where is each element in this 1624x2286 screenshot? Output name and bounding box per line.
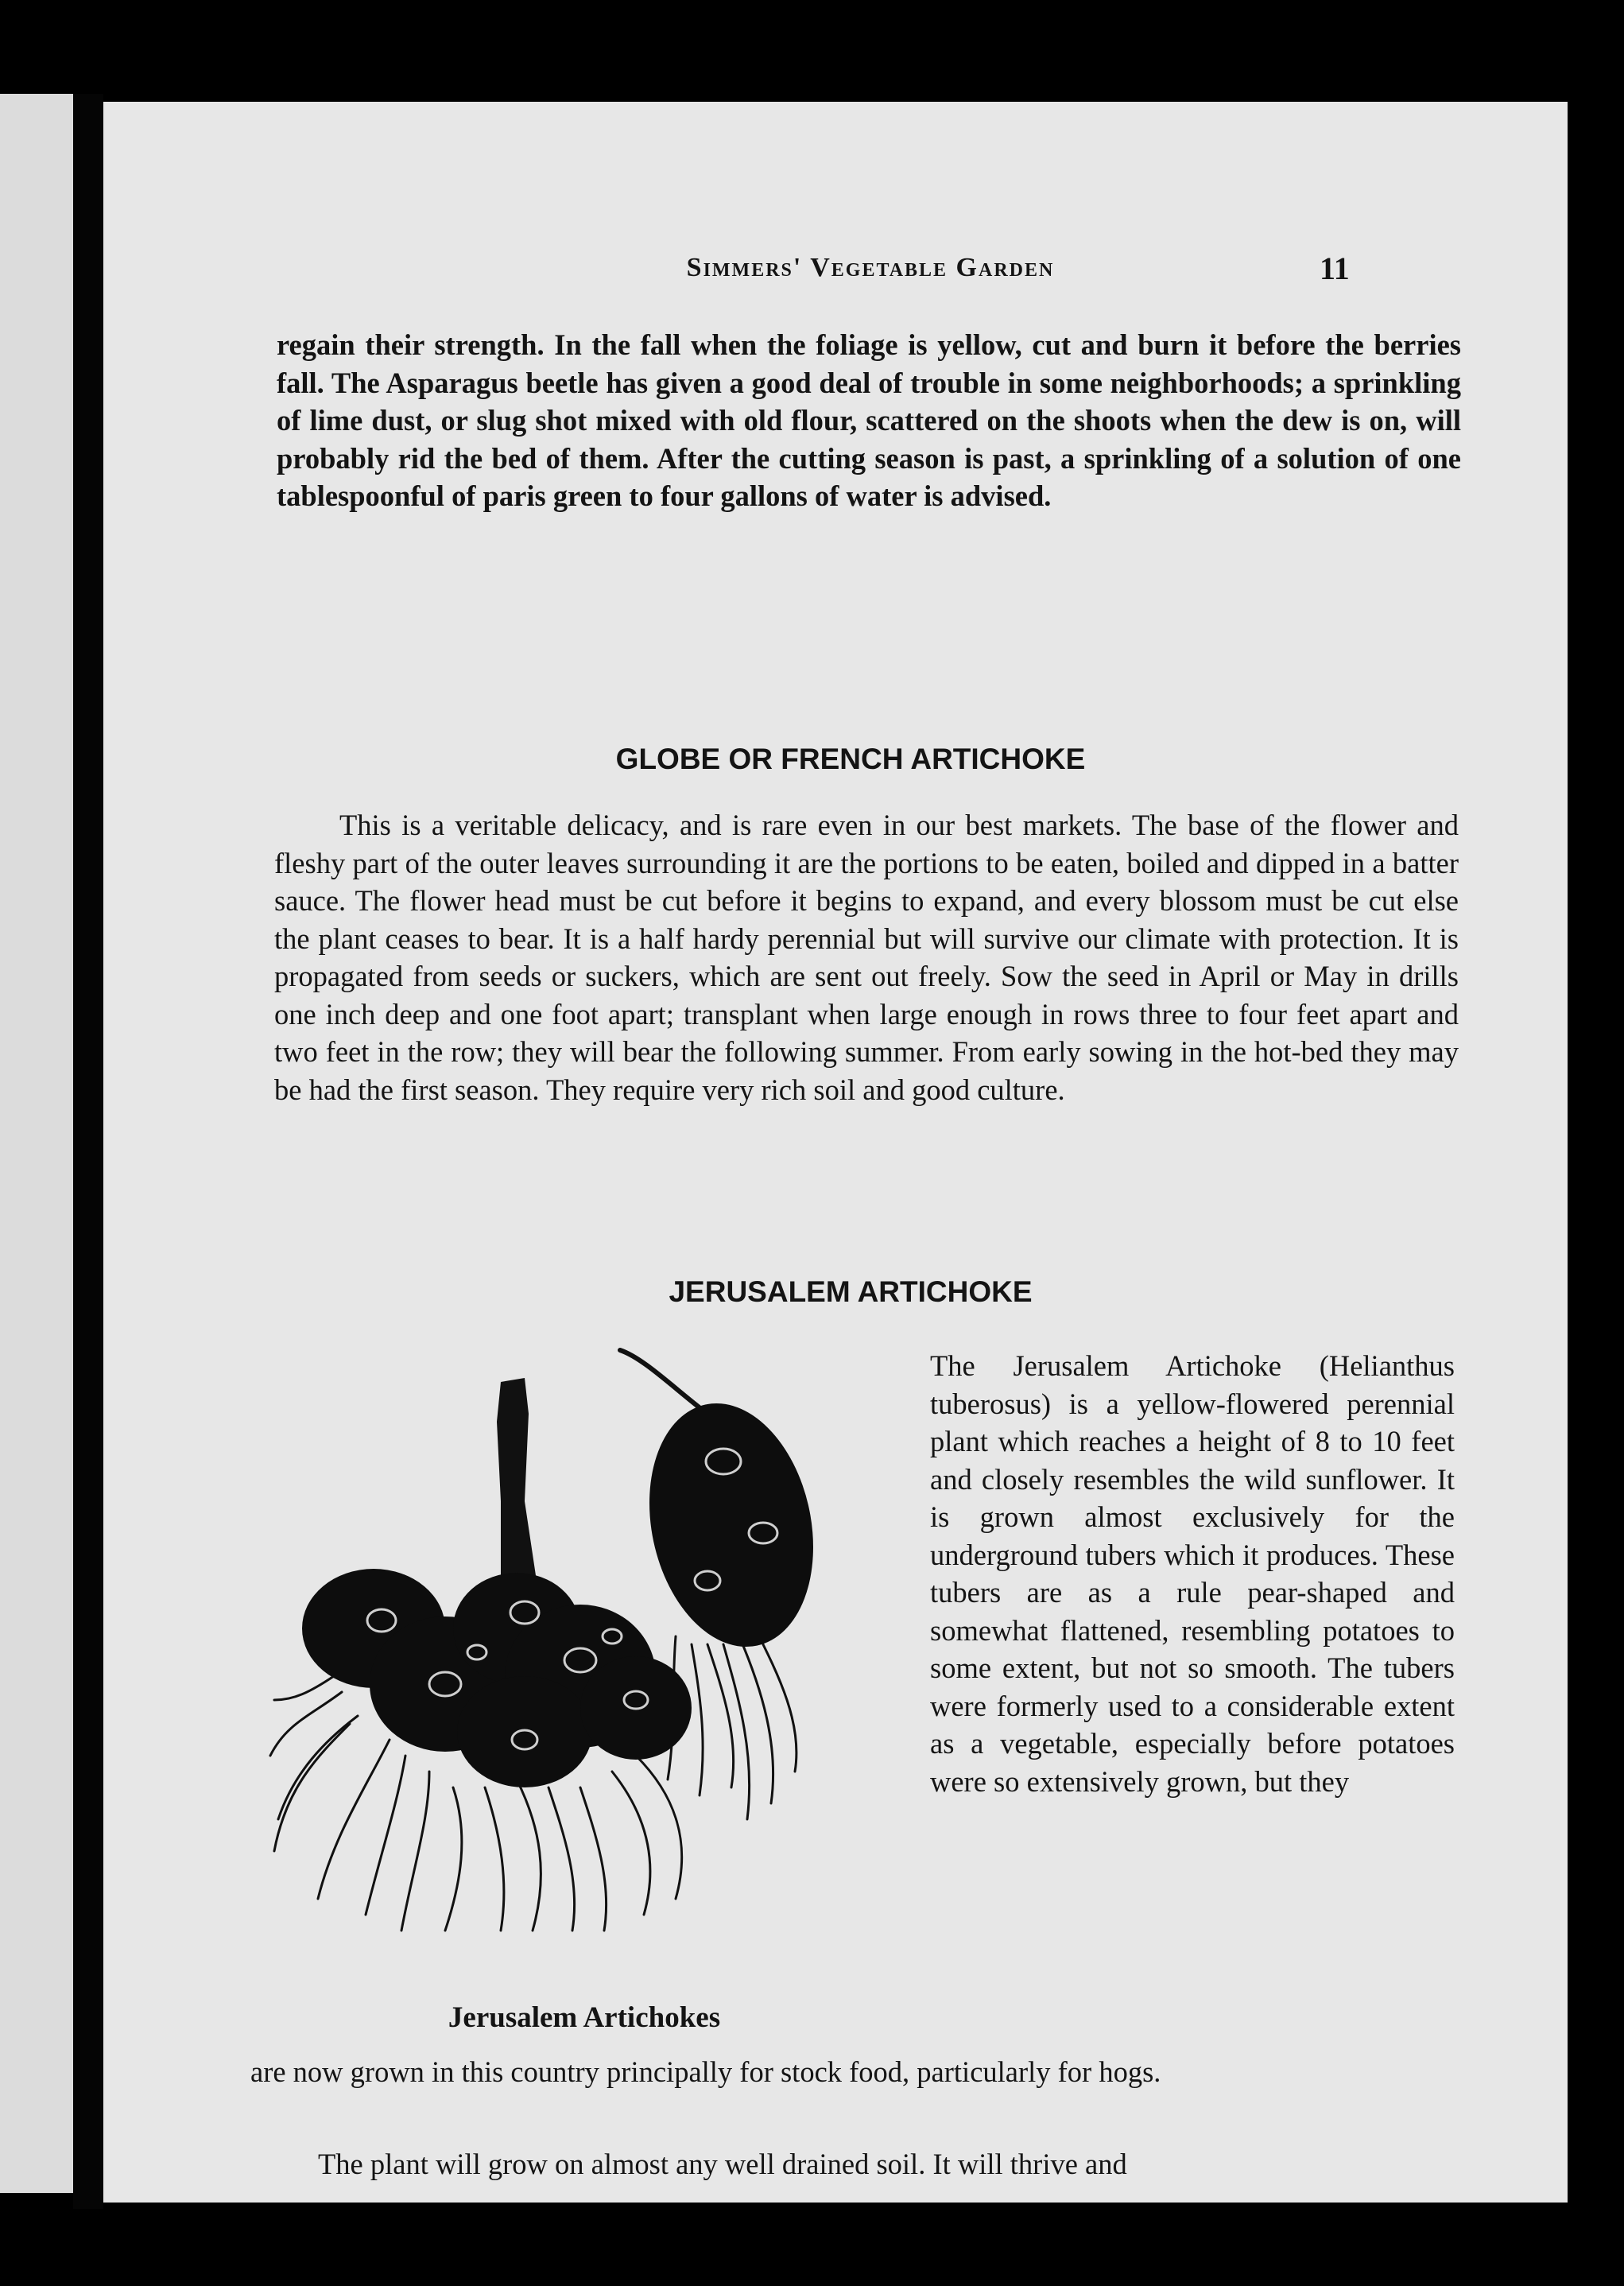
jerusalem-artichoke-illustration [262,1342,906,2002]
header-title: Simmers' Vegetable Garden [686,253,1055,282]
figure-caption: Jerusalem Artichokes [448,2001,721,2034]
page-number: 11 [1320,250,1350,286]
asparagus-paragraph: regain their strength. In the fall when the foliage is yellow, cut and burn it before the berries fall. The Asparagus beetle has given a good deal of trouble in some neighborhoods; a sprinkling of lime dust, or slug shot mixed with old flour, scattered on the shoots when the dew is on, will probably rid the bed of them. After the cutting season is past, a sprinkling of a solution of one tablespoonful of paris green to four gallons of water is advised. [277,328,1461,512]
artichoke-tubers-drawing [262,1342,906,1954]
book-gutter [73,94,103,2209]
running-header [103,250,1568,301]
jerusalem-artichoke-side-paragraph: The Jerusalem Artichoke (Helianthus tuberosus) is a yellow-flowered perennial plant which reaches a height of 8 to 10 feet and closely resembles the wild sunflower. It is grown almost exclusively for the underground tubers which it produces. These tubers are as a rule pear-shaped and somewhat flattened, resembling potatoes to some extent, but not so smooth. The tubers were formerly used to a considerable extent as a vegetable, especially before potatoes were so extensively grown, but they [930,1349,1455,1798]
globe-artichoke-paragraph: This is a veritable delicacy, and is rare even in our best markets. The base of the flower and fleshy part of the outer leaves surrounding it are the portions to be eaten, boiled and dipped in a batter sauce. The flower head must be cut before it begins to expand, and every blossom must be cut else the plant ceases to bear. It is a half hardy perennial but will survive our climate with protection. It is propagated from seeds or suckers, which are sent out freely. Sow the seed in April or May in drills one inch deep and one foot apart; transplant when large enough in rows three to four feet apart and two feet in the row; they will bear the following summer. From early sowing in the hot-bed they may be had the first season. They require very rich soil and good culture. [274,809,1459,1106]
jerusalem-artichoke-heading: JERUSALEM ARTICHOKE [669,1275,1033,1308]
book-page [103,102,1568,2203]
globe-artichoke-heading: GLOBE OR FRENCH ARTICHOKE [615,743,1086,775]
left-page-edge [0,94,73,2193]
jerusalem-artichoke-continued-paragraph: are now grown in this country principally for stock food, particularly for hogs. [250,2055,1161,2088]
plant-soil-paragraph: The plant will grow on almost any well drained soil. It will thrive and [318,2148,1127,2180]
